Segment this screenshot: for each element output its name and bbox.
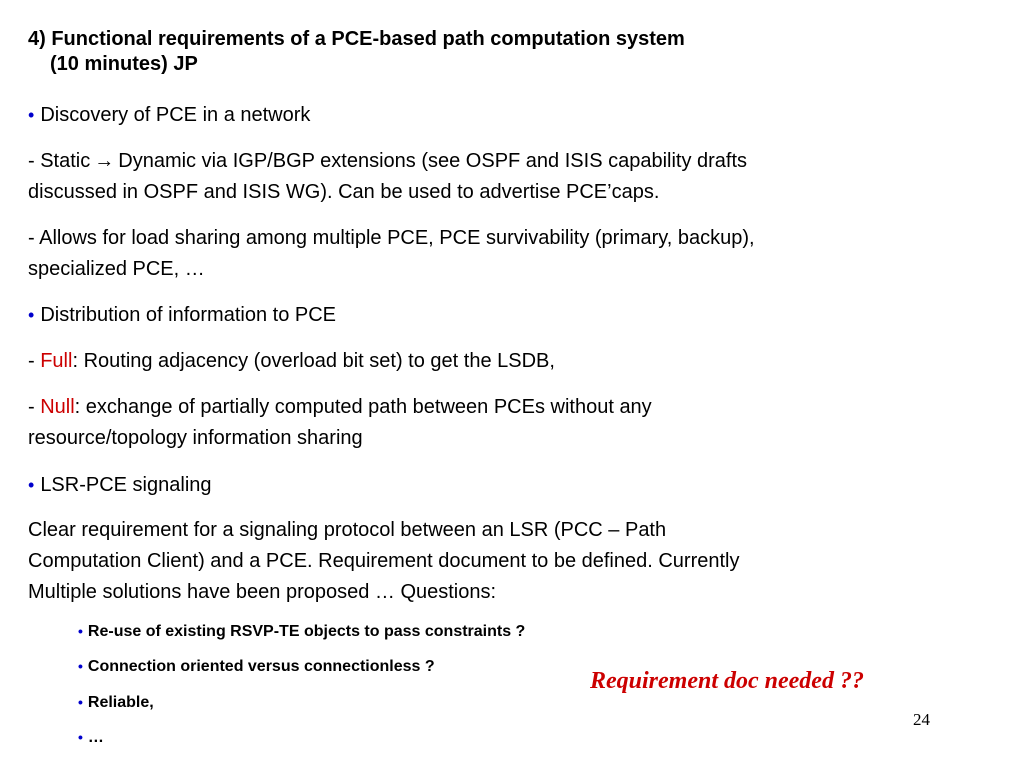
distribution-heading-text: Distribution of information to PCE bbox=[40, 304, 336, 326]
question-text: Re-use of existing RSVP-TE objects to pass constraints ? bbox=[87, 623, 526, 640]
signaling-heading bbox=[28, 470, 988, 501]
distribution-heading bbox=[28, 300, 988, 331]
signaling-para-line-3: Multiple solutions have been proposed … Questions: bbox=[28, 581, 497, 603]
discovery-allows-line-1: - Allows for load sharing among multiple PCE, PCE survivability (primary, backup), bbox=[28, 227, 755, 249]
bullet-icon: • bbox=[28, 105, 35, 125]
null-label: Null bbox=[40, 396, 75, 418]
bullet-icon: • bbox=[28, 305, 35, 325]
full-dash: - bbox=[28, 350, 41, 372]
bullet-icon: • bbox=[78, 729, 83, 745]
question-text: … bbox=[87, 729, 104, 746]
discovery-allows-line-2: specialized PCE, … bbox=[28, 258, 205, 280]
requirement-callout: Requirement doc needed ?? bbox=[590, 668, 864, 694]
null-dash: - bbox=[28, 396, 41, 418]
distribution-null-line bbox=[28, 392, 988, 423]
discovery-static-line-1 bbox=[28, 146, 988, 177]
question-item bbox=[78, 692, 154, 713]
discovery-heading bbox=[28, 100, 988, 131]
bullet-icon: • bbox=[78, 623, 83, 639]
distribution-full-line bbox=[28, 346, 988, 377]
bullet-icon: • bbox=[28, 475, 35, 495]
signaling-para-line-2: Computation Client) and a PCE. Requirement document to be defined. Currently bbox=[28, 550, 740, 572]
page-number: 24 bbox=[913, 710, 930, 729]
title-line-2: (10 minutes) JP bbox=[50, 53, 198, 75]
question-item bbox=[78, 727, 104, 748]
bullet-icon: • bbox=[78, 658, 83, 674]
question-item bbox=[78, 656, 435, 677]
static-prefix: - Static bbox=[28, 150, 91, 172]
title-line-1: 4) Functional requirements of a PCE-based path computation system bbox=[28, 28, 685, 50]
discovery-heading-text: Discovery of PCE in a network bbox=[40, 104, 311, 126]
signaling-heading-text: LSR-PCE signaling bbox=[40, 474, 212, 496]
question-text: Connection oriented versus connectionless ? bbox=[87, 658, 435, 675]
full-label: Full bbox=[40, 350, 73, 372]
distribution-null-line-2: resource/topology information sharing bbox=[28, 427, 363, 449]
null-text: : exchange of partially computed path between PCEs without any bbox=[74, 396, 652, 418]
question-item bbox=[78, 621, 525, 642]
static-text-1: Dynamic via IGP/BGP extensions (see OSPF and ISIS capability drafts bbox=[118, 150, 748, 172]
right-arrow-icon: → bbox=[94, 150, 115, 172]
question-text: Reliable, bbox=[87, 694, 154, 711]
full-text: : Routing adjacency (overload bit set) to get the LSDB, bbox=[72, 350, 555, 372]
signaling-para-line-1: Clear requirement for a signaling protocol between an LSR (PCC – Path bbox=[28, 519, 667, 541]
slide-title bbox=[28, 27, 685, 77]
discovery-static-line-2: discussed in OSPF and ISIS WG). Can be used to advertise PCE’caps. bbox=[28, 181, 660, 203]
bullet-icon: • bbox=[78, 694, 83, 710]
